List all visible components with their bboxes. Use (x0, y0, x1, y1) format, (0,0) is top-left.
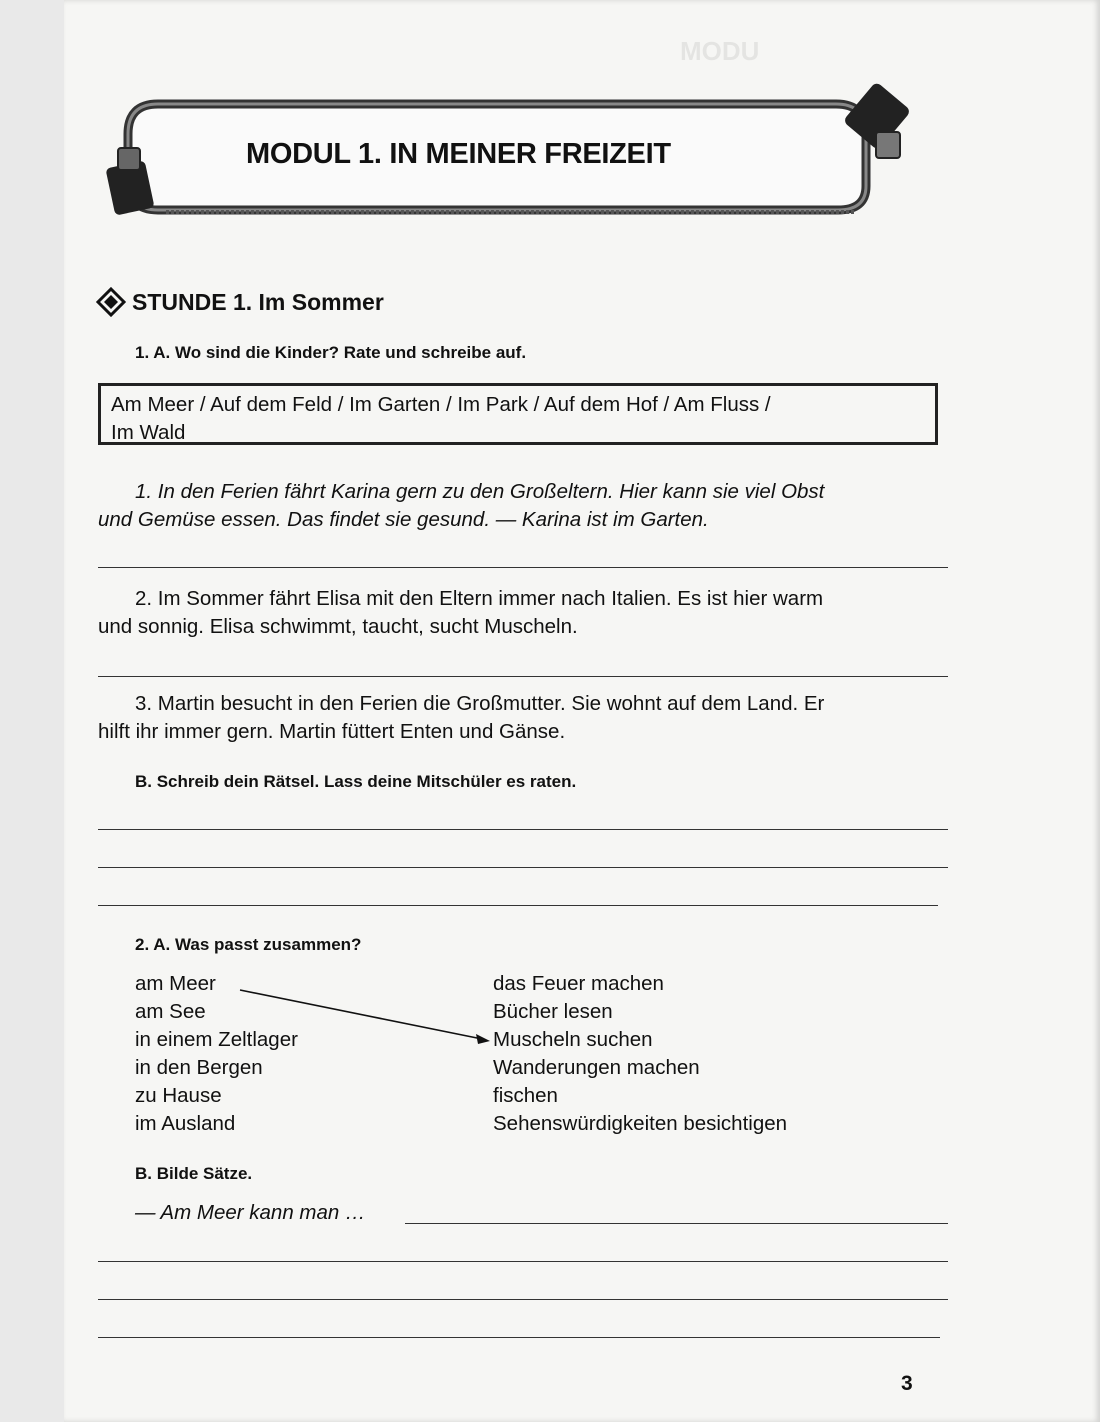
answer-line[interactable] (98, 567, 948, 568)
answer-line[interactable] (98, 1337, 940, 1338)
task-1b-heading: B. Schreib dein Rätsel. Lass deine Mitschüler es raten. (135, 772, 577, 791)
match-left-item[interactable]: in den Bergen (135, 1056, 263, 1079)
answer-line[interactable] (98, 1261, 948, 1262)
match-right-item[interactable]: Sehenswürdigkeiten besichtigen (493, 1112, 788, 1135)
word-box-line: Im Wald (111, 421, 186, 444)
match-right-item[interactable]: fischen (493, 1084, 558, 1107)
match-right-item[interactable]: das Feuer machen (493, 972, 664, 995)
answer-line[interactable] (405, 1223, 948, 1224)
match-right-column (493, 970, 787, 1138)
answer-line[interactable] (98, 867, 948, 868)
lesson-title: STUNDE 1. Im Sommer (132, 288, 384, 315)
answer-line[interactable] (98, 676, 948, 677)
match-left-item[interactable]: in einem Zeltlager (135, 1028, 298, 1051)
match-left-item[interactable]: im Ausland (135, 1112, 236, 1135)
lesson-heading (96, 287, 384, 317)
match-arrow-icon (236, 978, 496, 1048)
module-title: MODUL 1. IN MEINER FREIZEIT (246, 138, 671, 170)
word-box-line: Am Meer / Auf dem Feld / Im Garten / Im Park / Auf dem Hof / Am Fluss / (111, 393, 771, 416)
match-left-item[interactable]: am Meer (135, 972, 216, 995)
answer-line[interactable] (98, 1299, 948, 1300)
match-left-item[interactable]: zu Hause (135, 1084, 222, 1107)
riddle-2: 2. Im Sommer fährt Elisa mit den Eltern immer nach Italien. Es ist hier warm und sonnig. Elisa schwimmt, taucht, sucht Muscheln. (98, 587, 824, 638)
bleed-through-text: MODU (680, 36, 760, 66)
sentence-example: — Am Meer kann man … (135, 1201, 366, 1224)
match-left-item[interactable]: am See (135, 1000, 206, 1023)
task-1a-heading: 1. A. Wo sind die Kinder? Rate und schreibe auf. (135, 343, 527, 362)
diamond-icon (96, 287, 126, 317)
match-right-item[interactable]: Muscheln suchen (493, 1028, 653, 1051)
page-number: 3 (901, 1372, 913, 1395)
answer-line[interactable] (98, 905, 938, 906)
riddle-example: 1. In den Ferien fährt Karina gern zu den Großeltern. Hier kann sie viel Obst und Gemüse essen. Das findet sie gesund. — Karina ist im Garten. (98, 480, 825, 531)
word-box (98, 383, 938, 445)
match-right-item[interactable]: Wanderungen machen (493, 1056, 700, 1079)
match-right-item[interactable]: Bücher lesen (493, 1000, 613, 1023)
riddle-3: 3. Martin besucht in den Ferien die Großmutter. Sie wohnt auf dem Land. Er hilft ihr immer gern. Martin füttert Enten und Gänse. (98, 692, 825, 743)
task-2a-heading: 2. A. Was passt zusammen? (135, 935, 362, 954)
answer-line[interactable] (98, 829, 948, 830)
task-2b-heading: B. Bilde Sätze. (135, 1164, 253, 1183)
